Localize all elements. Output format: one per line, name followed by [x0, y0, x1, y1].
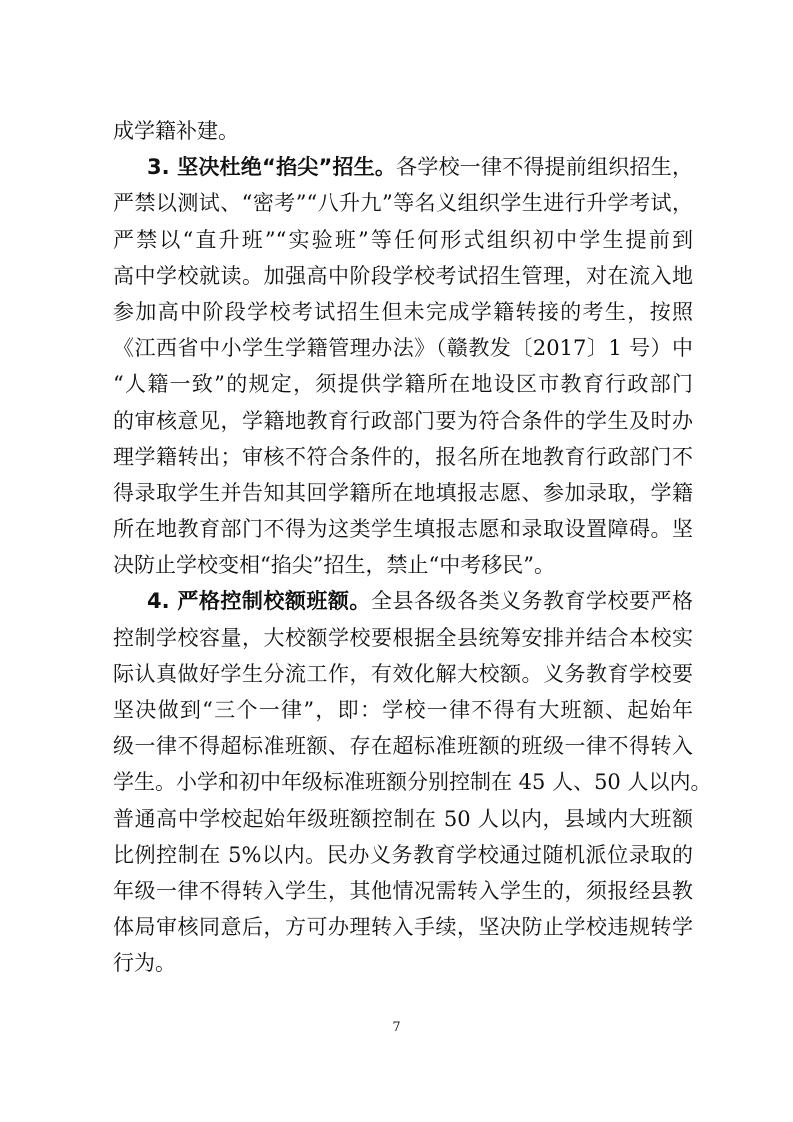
paragraph-line: 严禁以测试、“密考”“八升九”等名义组织学生进行升学考试，	[113, 191, 693, 216]
section-heading-line: 4. 严格控制校额班额。全县各级各类义务教育学校要严格	[147, 589, 694, 614]
paragraph-line: 高中学校就读。加强高中阶段学校考试招生管理，对在流入地	[113, 263, 693, 288]
paragraph-line: 坚决做到“三个一律”，即：学校一律不得有大班额、起始年	[113, 698, 693, 722]
paragraph-line: 行为。	[113, 951, 176, 976]
paragraph-line: 级一律不得超标准班额、存在超标准班额的班级一律不得转入	[113, 734, 693, 759]
paragraph-line: 学生。小学和初中年级标准班额分别控制在 45 人、50 人以内。	[113, 770, 712, 795]
paragraph-line: 普通高中学校起始年级班额控制在 50 人以内，县域内大班额	[113, 806, 693, 831]
section-heading-line: 3. 坚决杜绝“掐尖”招生。各学校一律不得提前组织招生，	[147, 155, 693, 180]
paragraph-line: 成学籍补建。	[113, 119, 239, 143]
paragraph-line: 理学籍转出；审核不符合条件的，报名所在地教育行政部门不	[113, 444, 693, 469]
paragraph-line: 比例控制在 5%以内。民办义务教育学校通过随机派位录取的	[113, 842, 693, 867]
paragraph-line: 得录取学生并告知其回学籍所在地填报志愿、参加录取，学籍	[113, 480, 693, 505]
page-number: 7	[392, 1020, 401, 1035]
paragraph-line: 严禁以“直升班”“实验班”等任何形式组织初中学生提前到	[113, 227, 693, 252]
section-heading-4: 4. 严格控制校额班额。	[147, 589, 371, 614]
paragraph-line: 决防止学校变相“掐尖”招生，禁止“中考移民”。	[113, 553, 555, 578]
paragraph-line: 参加高中阶段学校考试招生但未完成学籍转接的考生，按照	[113, 299, 693, 324]
paragraph-line: “人籍一致”的规定，须提供学籍所在地设区市教育行政部门	[113, 372, 693, 397]
paragraph-line: 的审核意见，学籍地教育行政部门要为符合条件的学生及时办	[113, 408, 693, 433]
body-text	[113, 113, 712, 982]
paragraph-line: 所在地教育部门不得为这类学生填报志愿和录取设置障碍。坚	[113, 517, 693, 542]
paragraph-line: 《江西省中小学生学籍管理办法》（赣教发〔2017〕1 号）中	[113, 336, 693, 361]
paragraph-line: 年级一律不得转入学生，其他情况需转入学生的，须报经县教	[113, 878, 693, 903]
paragraph-line: 际认真做好学生分流工作，有效化解大校额。义务教育学校要	[113, 661, 693, 686]
section-heading-3: 3. 坚决杜绝“掐尖”招生。	[147, 155, 397, 180]
paragraph-line: 体局审核同意后，方可办理转入手续，坚决防止学校违规转学	[113, 915, 693, 940]
paragraph-line: 控制学校容量，大校额学校要根据全县统筹安排并结合本校实	[113, 625, 693, 650]
